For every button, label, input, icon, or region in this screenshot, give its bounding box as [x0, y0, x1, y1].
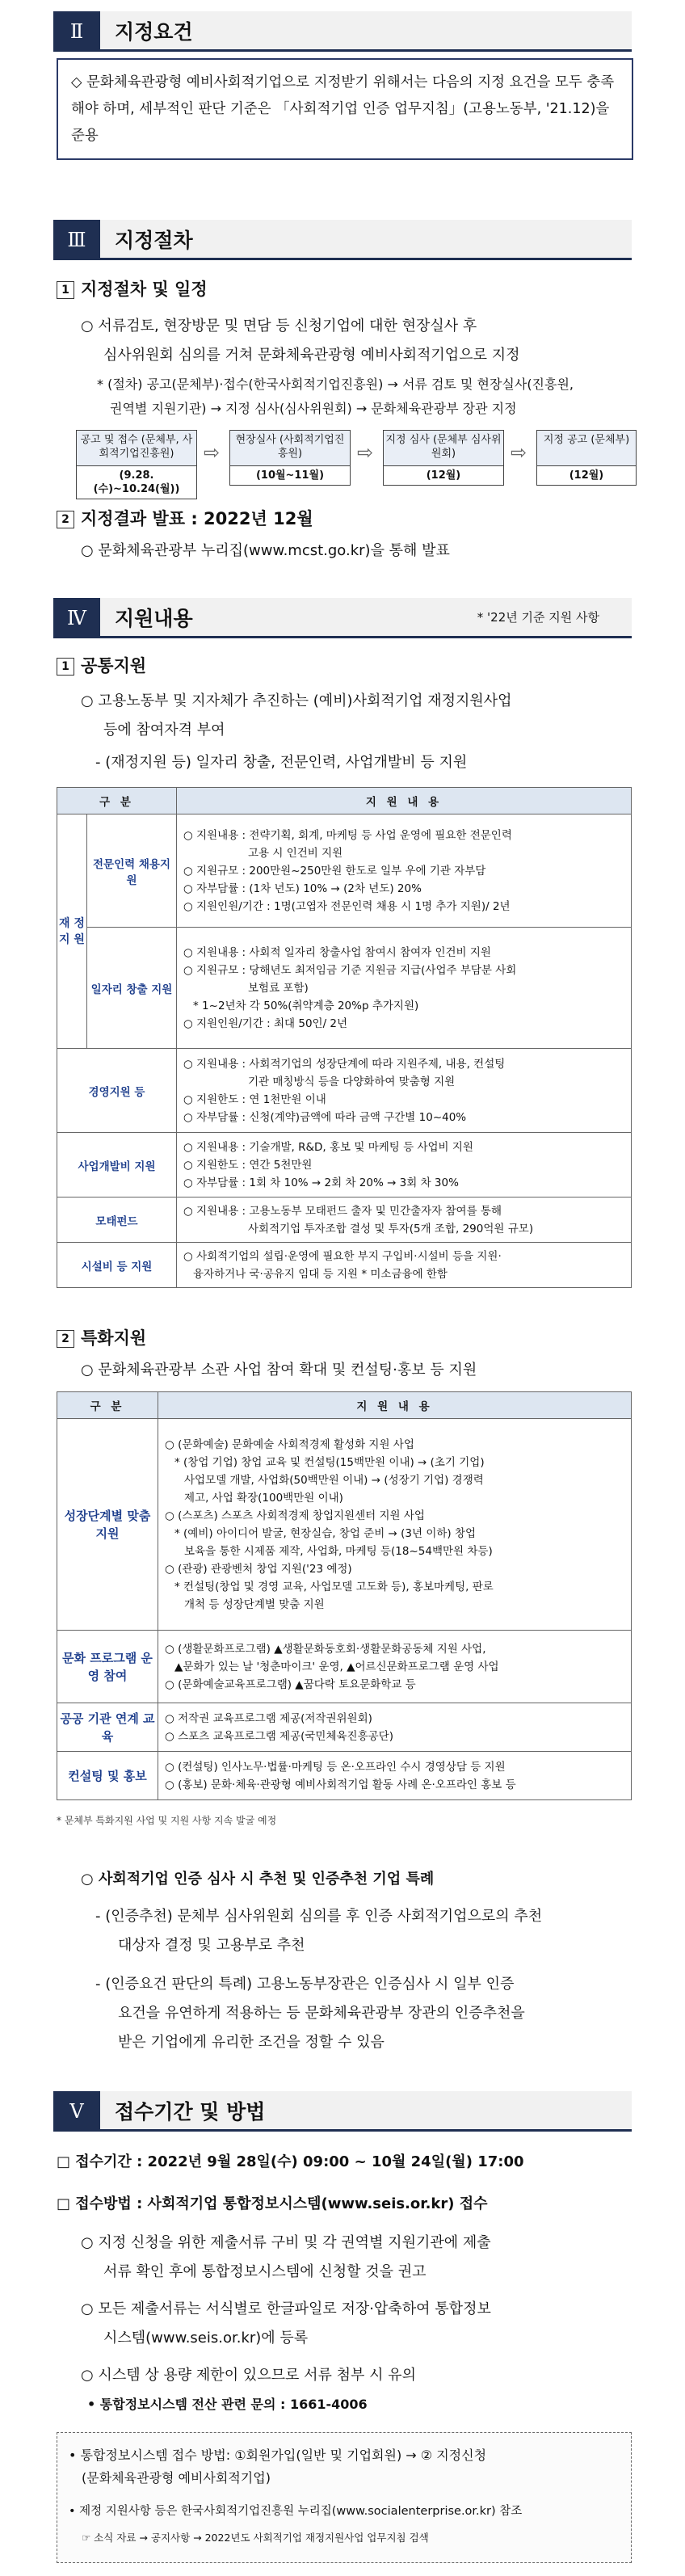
category-cell: 사업개발비 지원: [57, 1133, 177, 1198]
arrow-right-icon: ⇨: [204, 441, 221, 464]
content-line: * 1~2년차 각 50%(취약계층 20%p 추가지원): [193, 999, 419, 1012]
flow-step-label: 지정 공고 (문체부): [537, 431, 636, 466]
section-number: Ⅲ: [53, 220, 100, 260]
category-cell: 일자리 창출 지원: [87, 928, 177, 1049]
content-line: 기관 매칭방식 등을 다양화하여 맞춤형 지원: [248, 1075, 456, 1088]
table-header: 구 분: [57, 1392, 158, 1419]
requirements-box: [57, 58, 633, 160]
content-line: ○ 자부담률 : 신청(계약)금액에 따라 금액 구간별 10~40%: [183, 1110, 467, 1124]
subheading-special: [57, 1325, 146, 1349]
flow-step-date: (12월): [569, 469, 604, 482]
content-cell: [177, 1198, 632, 1243]
subheading-procedure: [57, 276, 208, 301]
content-line: 보험료 포함): [248, 981, 309, 995]
content-cell: [177, 1133, 632, 1198]
content-line: ○ 지원내용 : 전략기획, 회계, 마케팅 등 사업 운영에 필요한 전문인력: [183, 828, 512, 842]
content-cell: [158, 1631, 632, 1703]
content-cell: [177, 1049, 632, 1133]
category-cell: 컨설팅 및 홍보: [57, 1752, 158, 1800]
content-cell: [158, 1703, 632, 1752]
category-cell: 문화 프로그램 운영 참여: [57, 1631, 158, 1703]
flow-step-2: [229, 430, 351, 486]
flow-step-date: (10월~11월): [255, 469, 325, 482]
requirements-text: ◇ 문화체육관광형 예비사회적기업으로 지정받기 위해서는 다음의 지정 요건을 모두 충족해야 하며, 세부적인 판단 기준은 「사회적기업 인증 업무지침」(고용노동부, '21.12)을 준용: [71, 74, 615, 144]
period-line: □ 접수기간 : 2022년 9월 28일(수) 09:00 ~ 10월 24일(월) 17:00: [57, 2153, 524, 2170]
content-line: 보육을 통한 시제품 제작, 사업화, 마케팅 등(18~54백만원 차등): [184, 1544, 493, 1558]
number-box-icon: 2: [57, 1330, 74, 1348]
content-line: ▲문화가 있는 날 '청춘마이크' 운영, ▲어르신문화프로그램 운영 사업: [174, 1660, 499, 1673]
number-box-icon: 2: [57, 511, 74, 528]
section-title: 접수기간 및 방법: [100, 2091, 632, 2132]
flow-step-3: [383, 430, 504, 486]
method-line-4a: ○ 모든 제출서류는 서식별로 한글파일로 저장·압축하여 통합정보: [81, 2300, 491, 2317]
common-line-1a: ○ 고용노동부 및 지자체가 추진하는 (예비)사회적기업 재정지원사업: [81, 692, 512, 709]
content-line: ○ 사회적기업의 설립·운영에 필요한 부지 구입비·시설비 등을 지원·: [183, 1249, 502, 1263]
content-line: 개척 등 성장단계별 맞춤 지원: [184, 1597, 325, 1611]
content-line: ○ (컨설팅) 인사노무·법률·마케팅 등 온·오프라인 수시 경영상담 등 지원: [165, 1760, 506, 1774]
section-title: 지정요건: [100, 11, 632, 52]
content-line: ○ (문화예술) 문화예술 사회적경제 활성화 지원 사업: [165, 1437, 414, 1451]
flow-step-date: (12월): [426, 469, 461, 482]
subheading-text: 지정절차 및 일정: [81, 280, 208, 299]
flow-step-date: (9.28.(수)~10.24(월)): [93, 469, 180, 495]
content-line: ○ 지원인원/기간 : 1명(고엽자 전문인력 채용 시 1명 추가 지원)/ 2년: [183, 899, 511, 913]
method-line-5: ○ 시스템 상 용량 제한이 있으므로 서류 첨부 시 유의: [81, 2367, 416, 2384]
content-cell: [177, 928, 632, 1049]
content-line: ○ 지원인원/기간 : 최대 50인/ 2년: [183, 1017, 348, 1030]
subheading-text: 공통지원: [81, 656, 147, 676]
content-line: 고용 시 인건비 지원: [248, 846, 343, 860]
content-line: ○ 지원규모 : 200만원~250만원 한도로 일부 우에 기관 자부담: [183, 864, 486, 878]
method-line: □ 접수방법 : 사회적기업 통합정보시스템(www.seis.or.kr) 접수: [57, 2195, 488, 2212]
category-cell: 공공 기관 연계 교육: [57, 1703, 158, 1752]
number-box-icon: 1: [57, 658, 74, 676]
content-line: ○ 지원내용 : 고용노동부 모태펀드 출자 및 민간출자자 참여를 통해: [183, 1204, 502, 1218]
group-cell: 재 정 지 원: [57, 814, 87, 1049]
special-line: ○ 문화체육관광부 소관 사업 참여 확대 및 컨설팅·홍보 등 지원: [81, 1362, 477, 1378]
subheading-text: 특화지원: [81, 1328, 147, 1348]
content-line: * (창업 기업) 창업 교육 및 컨설팅(15백만원 이내) → (초기 기업): [174, 1455, 485, 1469]
content-line: ○ 지원내용 : 사회적기업의 성장단계에 따라 지원주제, 내용, 컨설팅: [183, 1057, 506, 1071]
special-line-5a: - (인증추천) 문체부 심사위원회 심의를 후 인증 사회적기업으로의 추천: [95, 1908, 543, 1925]
content-line: ○ 지원규모 : 당해년도 최저임금 기준 지원금 지급(사업주 부담분 사회: [183, 963, 517, 977]
section-title-row: [100, 598, 632, 638]
special-line-6b: 요건을 유연하게 적용하는 등 문화체육관광부 장관의 인증추천을: [118, 2005, 525, 2022]
content-line: ○ 자부담률 : (1차 년도) 10% → (2차 년도) 20%: [183, 882, 422, 895]
arrow-right-icon: ⇨: [511, 441, 527, 464]
procedure-line-1b: 심사위원회 심의를 거쳐 문화체육관광형 예비사회적기업으로 지정: [103, 347, 520, 364]
category-cell: 성장단계별 맞춤 지원: [57, 1419, 158, 1631]
section-title: 지원내용: [115, 606, 193, 630]
number-box-icon: 1: [57, 281, 74, 299]
section-number: Ⅱ: [53, 11, 100, 52]
method-line-4b: 시스템(www.seis.or.kr)에 등록: [103, 2330, 309, 2347]
flow-step-4: [536, 430, 637, 486]
flow-step-label: 지정 심사 (문체부 심사위원회): [384, 431, 503, 466]
section-note: * '22년 기준 지원 사항: [477, 610, 599, 625]
special-support-table: [57, 1391, 632, 1800]
method-line-3a: ○ 지정 신청을 위한 제출서류 구비 및 각 권역별 지원기관에 제출: [81, 2234, 491, 2251]
common-line-2: - (재정지원 등) 일자리 창출, 전문인력, 사업개발비 등 지원: [95, 754, 468, 771]
content-line: 제고, 사업 확장(100백만원 이내): [184, 1491, 343, 1505]
content-line: ○ 저작권 교육프로그램 제공(저작권위원회): [165, 1711, 372, 1725]
procedure-line-2a: * (절차) 공고(문체부)·접수(한국사회적기업진흥원) → 서류 검토 및 현장실사(진흥원,: [97, 377, 574, 392]
common-line-1b: 등에 참여자격 부여: [103, 722, 225, 739]
subheading-result: [57, 506, 313, 530]
result-line: ○ 문화체육관광부 누리집(www.mcst.go.kr)을 통해 발표: [81, 542, 450, 559]
content-cell: [158, 1419, 632, 1631]
content-line: 융자하거나 국·공유지 임대 등 지원 * 미소금융에 한함: [193, 1267, 448, 1281]
section-header-4: [53, 598, 632, 638]
method-line-6: • 통합정보시스템 전산 관련 문의 : 1661-4006: [87, 2397, 368, 2412]
procedure-line-2b: 권역별 지원기관) → 지정 심사(심사위원회) → 문화체육관광부 장관 지정: [110, 401, 517, 416]
common-support-table: [57, 787, 632, 1288]
content-line: ○ 지원한도 : 연 1천만원 이내: [183, 1092, 326, 1106]
section-header-2: [53, 11, 632, 52]
subheading-text: 지정결과 발표 : 2022년 12월: [81, 509, 313, 528]
info-line-1b: (문화체육관광형 예비사회적기업): [82, 2470, 271, 2486]
table-header: 지 원 내 용: [158, 1392, 632, 1419]
section-number: Ⅳ: [53, 598, 100, 638]
special-line-6a: - (인증요건 판단의 특례) 고용노동부장관은 인증심사 시 일부 인증: [95, 1976, 515, 1993]
procedure-line-1a: ○ 서류검토, 현장방문 및 면담 등 신청기업에 대한 현장실사 후: [81, 318, 477, 335]
table-footnote: * 문체부 특화지원 사업 및 지원 사항 지속 발굴 예정: [57, 1815, 277, 1826]
category-cell: 모태펀드: [57, 1198, 177, 1243]
method-line-3b: 서류 확인 후에 통합정보시스템에 신청할 것을 권고: [103, 2263, 427, 2280]
special-line-5b: 대상자 결정 및 고용부로 추천: [118, 1937, 305, 1954]
content-line: 사업모델 개발, 사업화(50백만원 이내) → (성장기 기업) 경쟁력: [184, 1473, 484, 1487]
content-line: ○ (홍보) 문화·체육·관광형 예비사회적기업 활동 사례 온·오프라인 홍보 등: [165, 1778, 516, 1791]
section-header-3: [53, 220, 632, 260]
content-line: ○ 지원내용 : 기술개발, R&D, 홍보 및 마케팅 등 사업비 지원: [183, 1140, 473, 1154]
content-line: ○ 자부담률 : 1회 차 10% → 2회 차 20% → 3회 차 30%: [183, 1176, 459, 1189]
info-line-3: ☞ 소식 자료 → 공지사항 → 2022년도 사회적기업 재정지원사업 업무지침 검색: [82, 2532, 429, 2544]
content-cell: [177, 1243, 632, 1288]
table-header: 지 원 내 용: [177, 788, 632, 814]
table-header: 구 분: [57, 788, 177, 814]
category-cell: 경영지원 등: [57, 1049, 177, 1133]
content-line: ○ (생활문화프로그램) ▲생활문화동호회·생활문화공동체 지원 사업,: [165, 1642, 486, 1656]
content-line: ○ 스포츠 교육프로그램 제공(국민체육진흥공단): [165, 1729, 393, 1743]
info-box: [57, 2432, 632, 2563]
info-line-1a: • 통합정보시스템 접수 방법: ①회원가입(일반 및 기업회원) → ② 지정신청: [69, 2448, 487, 2463]
content-cell: [177, 814, 632, 928]
category-cell: 전문인력 채용지원: [87, 814, 177, 928]
subheading-common: [57, 653, 146, 677]
section-title: 지정절차: [100, 220, 632, 260]
content-line: * (예비) 아이디어 발굴, 현장실습, 창업 준비 → (3년 이하) 창업: [174, 1526, 477, 1540]
category-cell: 시설비 등 지원: [57, 1243, 177, 1288]
content-line: ○ (관광) 관광벤처 창업 지원('23 예정): [165, 1562, 352, 1576]
content-line: ○ 지원한도 : 연간 5천만원: [183, 1158, 313, 1172]
special-line-4: ○ 사회적기업 인증 심사 시 추천 및 인증추천 기업 특례: [81, 1871, 435, 1888]
content-line: ○ (스포츠) 스포츠 사회적경제 창업지원센터 지원 사업: [165, 1509, 425, 1522]
section-header-5: [53, 2091, 632, 2132]
flow-step-1: [76, 430, 197, 499]
special-line-6c: 받은 기업에게 유리한 조건을 정할 수 있음: [118, 2034, 385, 2051]
content-line: * 컨설팅(창업 및 경영 교육, 사업모델 고도화 등), 홍보마케팅, 판로: [174, 1580, 494, 1593]
content-cell: [158, 1752, 632, 1800]
flow-step-label: 현장실사 (사회적기업진흥원): [230, 431, 350, 466]
arrow-right-icon: ⇨: [357, 441, 374, 464]
section-number: Ⅴ: [53, 2091, 100, 2132]
content-line: 사회적기업 투자조합 결성 및 투자(5개 조합, 290억원 규모): [248, 1222, 534, 1235]
info-line-2: • 제정 지원사항 등은 한국사회적기업진흥원 누리집(www.socialenterprise.or.kr) 참조: [69, 2505, 523, 2518]
flow-step-label: 공고 및 접수 (문체부, 사회적기업진흥원): [77, 431, 196, 466]
content-line: ○ (문화예술교육프로그램) ▲꿈다락 토요문화학교 등: [165, 1677, 416, 1691]
content-line: ○ 지원내용 : 사회적 일자리 창출사업 참여시 참여자 인건비 지원: [183, 945, 491, 959]
